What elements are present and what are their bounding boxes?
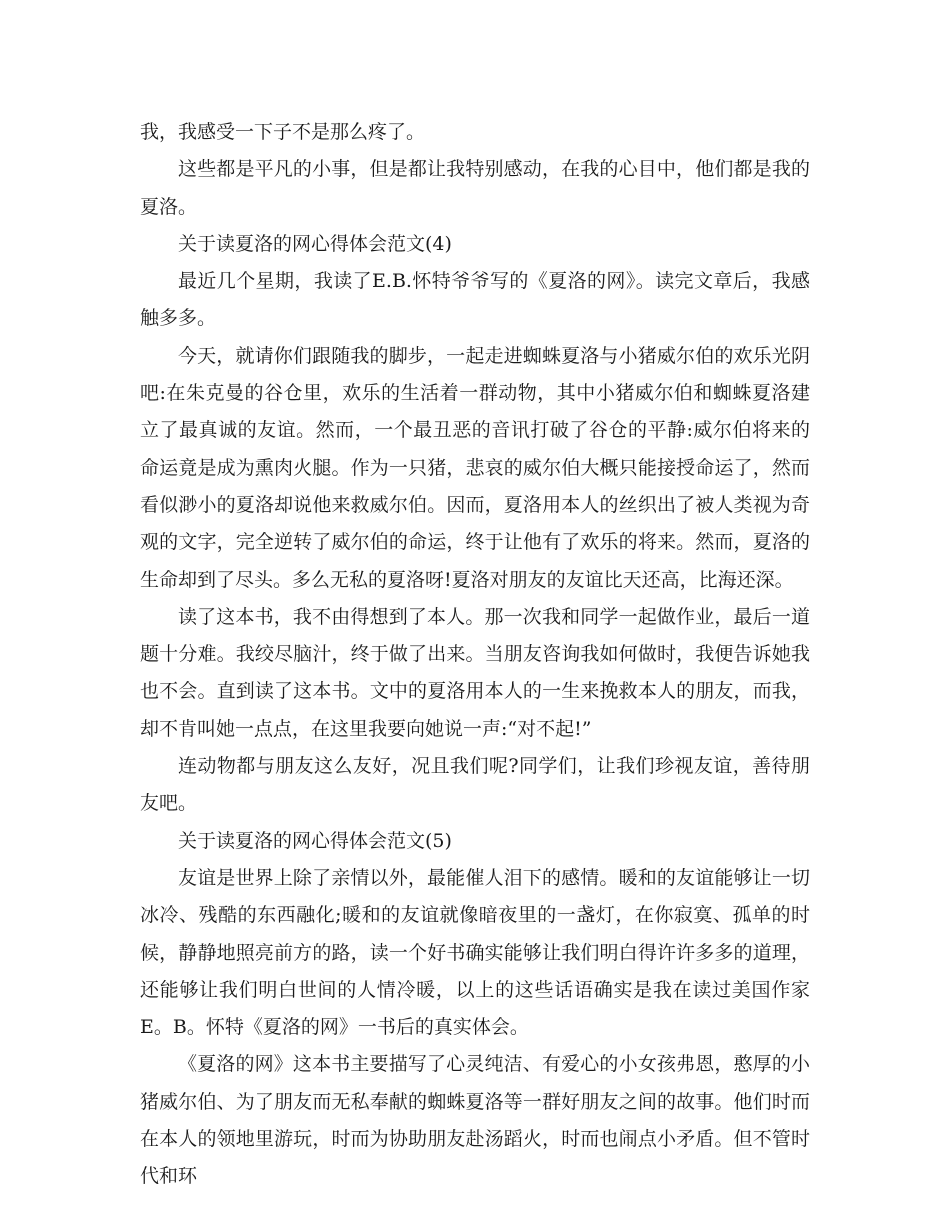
paragraph: 今天，就请你们跟随我的脚步，一起走进蜘蛛夏洛与小猪威尔伯的欢乐光阴吧:在朱克曼的谷仓里，欢乐的生活着一群动物，其中小猪威尔伯和蜘蛛夏洛建立了最真诚的友谊。然而，一个最丑恶的音讯打破了谷仓的平静:威尔伯将来的命运竟是成为熏肉火腿。作为一只猪，悲哀的威尔伯大概只能接授命运了，然而看似渺小的夏洛却说他来救威尔伯。因而，夏洛用本人的丝织出了被人类视为奇观的文字，完全逆转了威尔伯的命运，终于让他有了欢乐的将来。然而，夏洛的生命却到了尽头。多么无私的夏洛呀!夏洛对朋友的友谊比天还高，比海还深。 — [140, 344, 810, 591]
paragraph: 读了这本书，我不由得想到了本人。那一次我和同学一起做作业，最后一道题十分难。我绞尽脑汁，终于做了出来。当朋友咨询我如何做时，我便告诉她我也不会。直到读了这本书。文中的夏洛用本人的一生来挽救本人的朋友，而我，却不肯叫她一点点，在这里我要向她说一声:“对不起!” — [140, 605, 810, 740]
paragraph: 《夏洛的网》这本书主要描写了心灵纯洁、有爱心的小女孩弗恩，憨厚的小猪威尔伯、为了朋友而无私奉献的蜘蛛夏洛等一群好朋友之间的故事。他们时而在本人的领地里游玩，时而为协助朋友赴汤蹈火，时而也闹点小矛盾。但不管时代和环 — [140, 1053, 810, 1188]
paragraph: 最近几个星期，我读了E.B.怀特爷爷写的《夏洛的网》。读完文章后，我感触多多。 — [140, 270, 810, 330]
paragraph: 连动物都与朋友这么友好，况且我们呢?同学们，让我们珍视友谊，善待朋友吧。 — [140, 755, 810, 815]
section-heading: 关于读夏洛的网心得体会范文(5) — [178, 829, 452, 852]
document-body — [140, 114, 810, 1196]
paragraph: 友谊是世界上除了亲情以外，最能催人泪下的感情。暖和的友谊能够让一切冰冷、残酷的东西融化;暖和的友谊就像暗夜里的一盏灯，在你寂寞、孤单的时候，静静地照亮前方的路，读一个好书确实能够让我们明白得许许多多的道理，还能够让我们明白世间的人情冷暖，以上的这些话语确实是我在读过美国作家E。B。怀特《夏洛的网》一书后的真实体会。 — [140, 866, 810, 1039]
section-heading: 关于读夏洛的网心得体会范文(4) — [178, 232, 452, 255]
paragraph-continuation: 我，我感受一下子不是那么疼了。 — [140, 121, 426, 143]
paragraph: 这些都是平凡的小事，但是都让我特别感动，在我的心目中，他们都是我的夏洛。 — [140, 158, 810, 218]
